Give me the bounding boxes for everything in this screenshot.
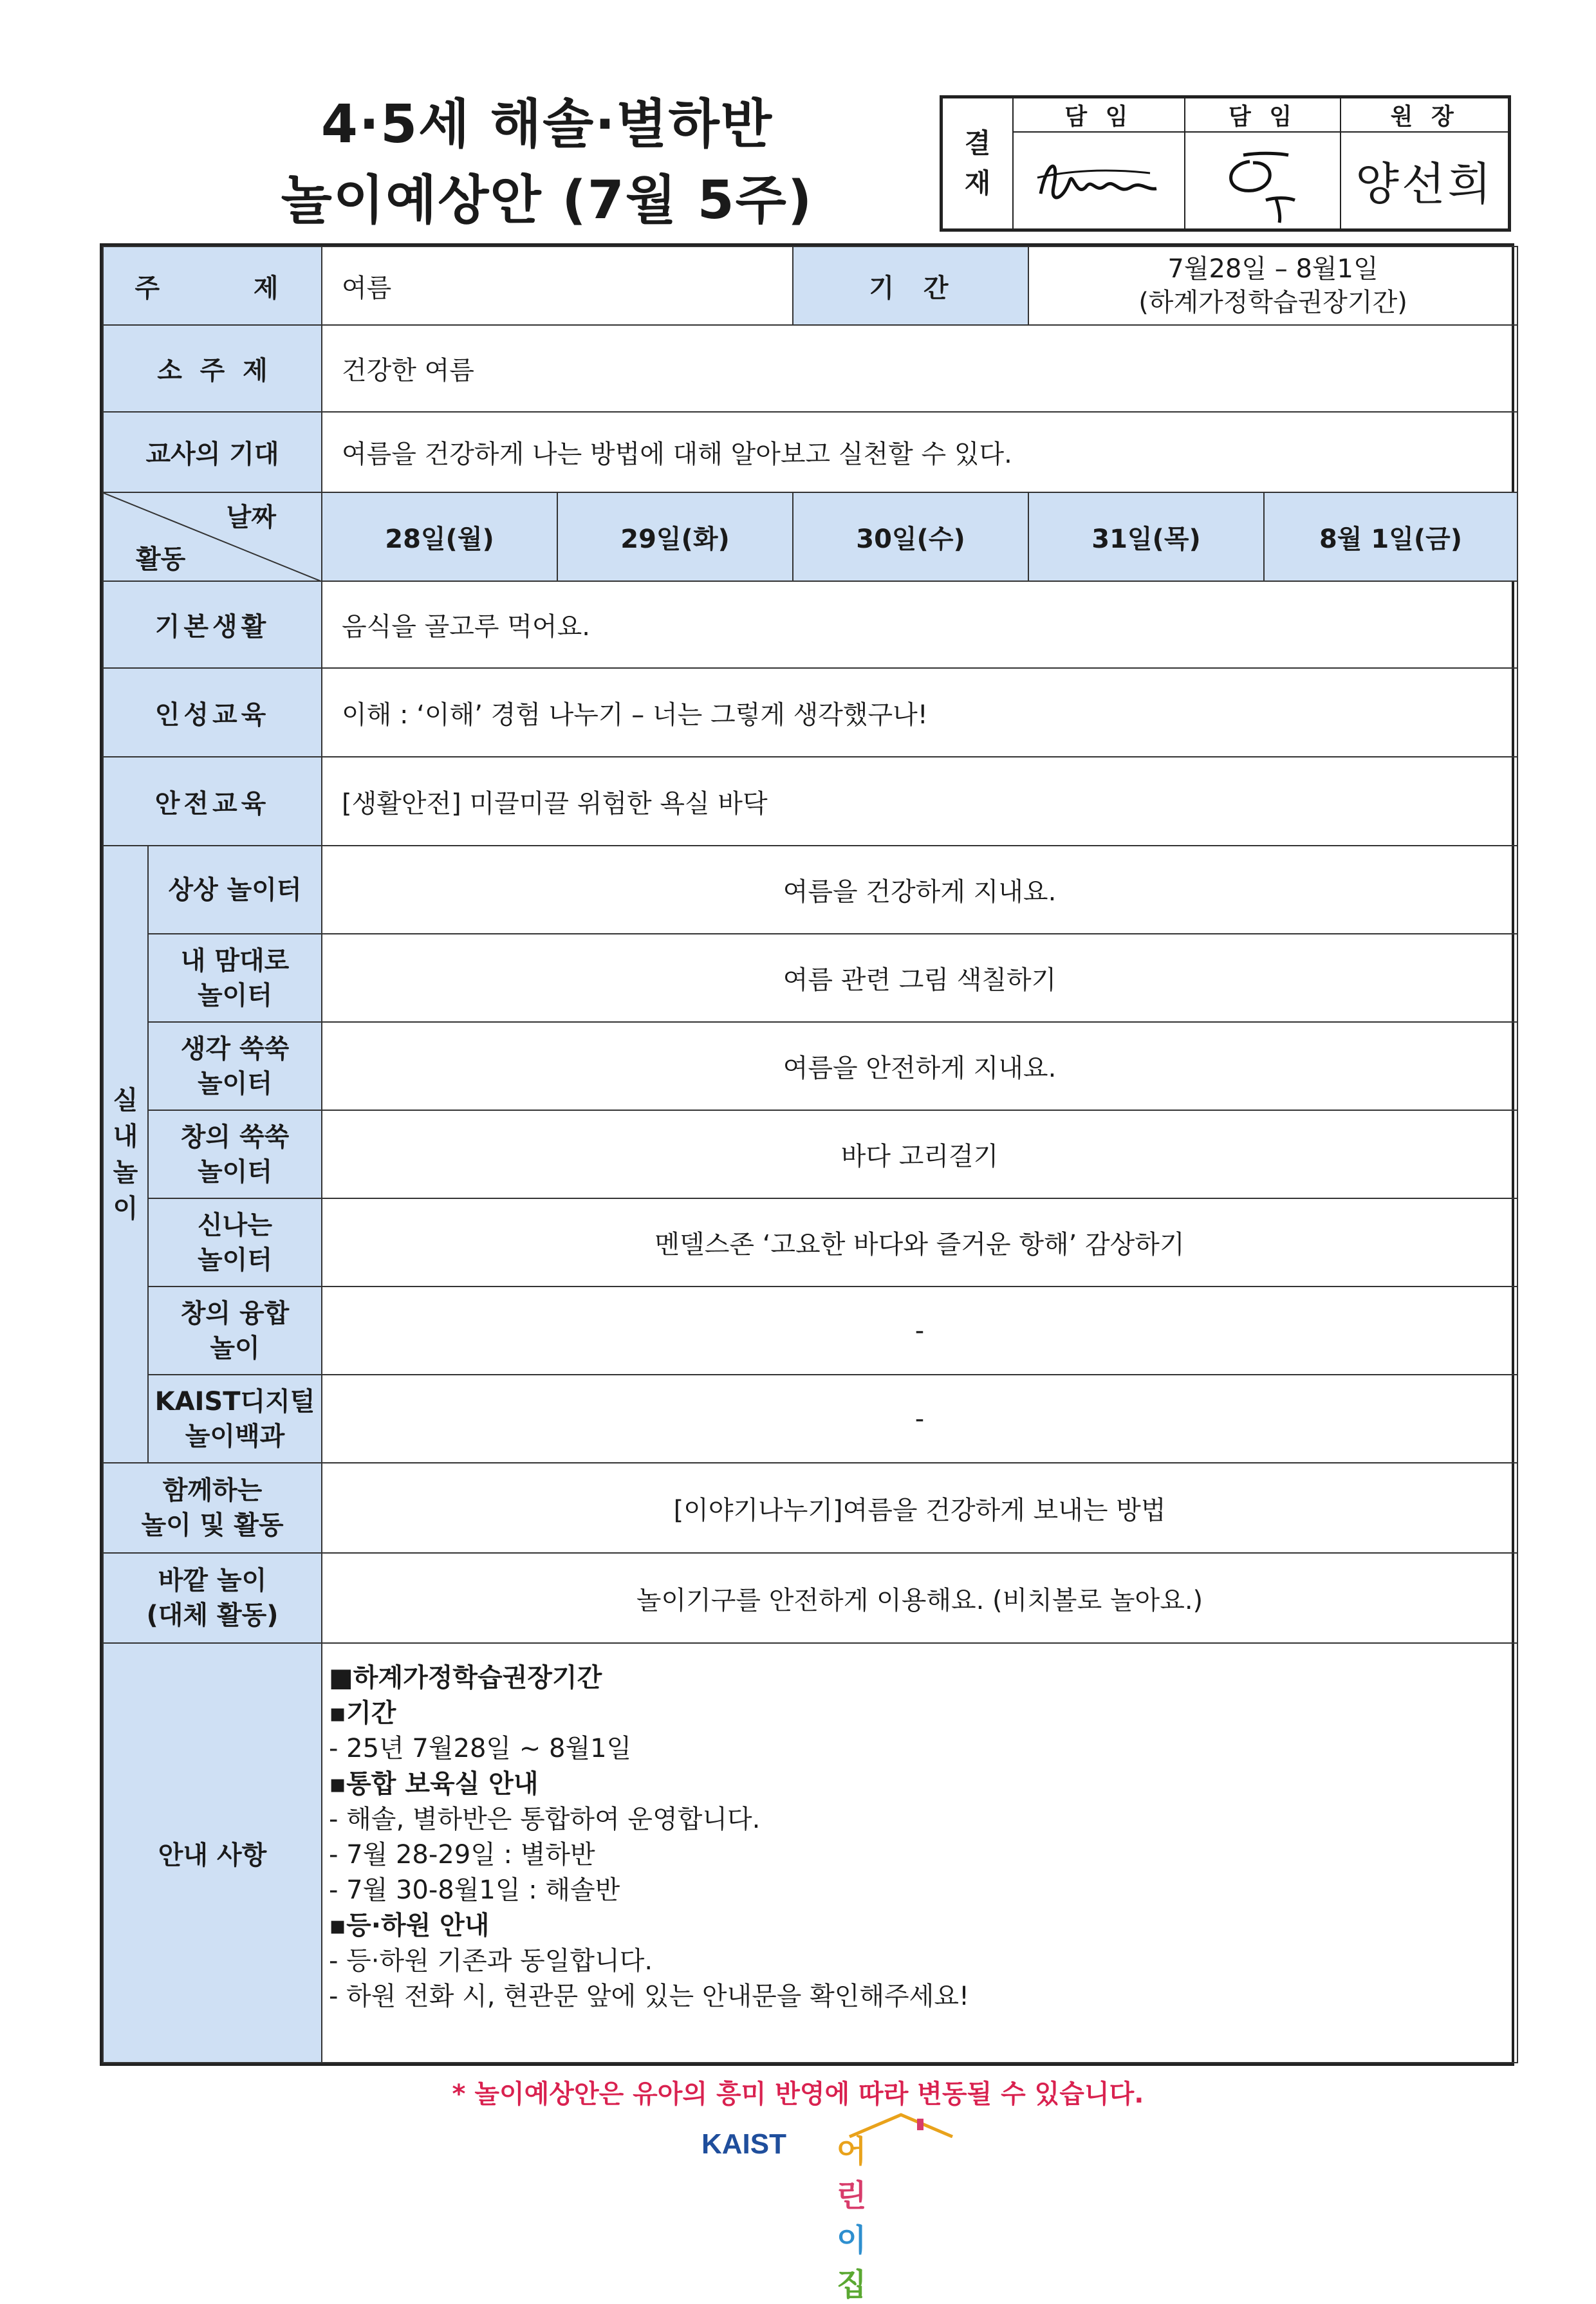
row-safety-education bbox=[103, 757, 1517, 846]
day-header-mon: 28일(월) bbox=[322, 492, 557, 581]
logo-char: 린 bbox=[837, 2178, 867, 2214]
day-header-wed: 30일(수) bbox=[793, 492, 1028, 581]
indoor-row bbox=[103, 1375, 1517, 1463]
row-outdoor bbox=[103, 1553, 1517, 1643]
day-activity-corner bbox=[103, 492, 322, 581]
notice-line: - 해솔, 별하반은 통합하여 운영합니다. bbox=[329, 1805, 761, 1834]
title-line-2: 놀이예상안 (7월 5주) bbox=[281, 170, 813, 231]
row-subsubject bbox=[103, 325, 1517, 412]
indoor-item-value: 여름을 건강하게 지내요. bbox=[322, 846, 1517, 934]
approval-header-principal: 원 장 bbox=[1341, 98, 1508, 132]
title-line-1: 4·5세 해솔·별하반 bbox=[320, 94, 774, 155]
page-title bbox=[193, 87, 901, 239]
logo-char: 이 bbox=[837, 2222, 867, 2258]
indoor-item-label: KAIST디지털 놀이백과 bbox=[148, 1375, 322, 1463]
notice-line: ▪등·하원 안내 bbox=[329, 1911, 490, 1940]
expectation-label: 교사의 기대 bbox=[103, 412, 322, 492]
indoor-row bbox=[103, 1022, 1517, 1110]
footer-note: * 놀이예상안은 유아의 흥미 반영에 따라 변동될 수 있습니다. bbox=[452, 2079, 1144, 2109]
row-days bbox=[103, 492, 1517, 581]
subsubject-label: 소 주 제 bbox=[103, 325, 322, 412]
notice-line: ■하계가정학습권장기간 bbox=[329, 1663, 602, 1693]
notice-body bbox=[322, 1643, 1517, 2063]
notice-line: - 25년 7월28일 ~ 8월1일 bbox=[329, 1734, 632, 1763]
corner-date-label: 날짜 bbox=[226, 503, 277, 532]
notice-line: - 하원 전화 시, 현관문 앞에 있는 안내문을 확인해주세요! bbox=[329, 1982, 969, 2011]
together-value: [이야기나누기]여름을 건강하게 보내는 방법 bbox=[322, 1463, 1517, 1553]
approval-header-teacher-1: 담 임 bbox=[1013, 98, 1185, 132]
approval-box bbox=[940, 95, 1511, 232]
indoor-item-value: - bbox=[322, 1287, 1517, 1375]
indoor-play-label bbox=[103, 846, 148, 1463]
row-expectation bbox=[103, 412, 1517, 492]
row-character-education bbox=[103, 668, 1517, 757]
indoor-play-label-text: 실 내 놀 이 bbox=[113, 1085, 138, 1223]
day-header-thu: 31일(목) bbox=[1028, 492, 1264, 581]
row-together bbox=[103, 1463, 1517, 1553]
indoor-item-value: 멘델스존 ‘고요한 바다와 즐거운 항해’ 감상하기 bbox=[322, 1198, 1517, 1287]
notice-line: ▪기간 bbox=[329, 1698, 396, 1728]
character-education-label: 인성교육 bbox=[103, 668, 322, 757]
logo-char: 어 bbox=[837, 2133, 867, 2169]
subject-label: 주 제 bbox=[103, 246, 322, 325]
row-subject bbox=[103, 246, 1517, 325]
signature-teacher-2 bbox=[1185, 132, 1341, 229]
indoor-item-value: 여름 관련 그림 색칠하기 bbox=[322, 934, 1517, 1022]
indoor-item-label: 상상 놀이터 bbox=[148, 846, 322, 934]
indoor-item-value: - bbox=[322, 1375, 1517, 1463]
day-header-fri: 8월 1일(금) bbox=[1264, 492, 1517, 581]
notice-line: - 7월 30-8월1일 : 해솔반 bbox=[329, 1875, 620, 1905]
signature-principal bbox=[1341, 132, 1508, 229]
indoor-row bbox=[103, 1198, 1517, 1287]
row-basic-life bbox=[103, 581, 1517, 668]
subsubject-value: 건강한 여름 bbox=[322, 325, 1517, 412]
approval-label-text: 결 재 bbox=[964, 127, 991, 199]
indoor-item-value: 바다 고리걸기 bbox=[322, 1110, 1517, 1198]
notice-line: - 7월 28-29일 : 별하반 bbox=[329, 1840, 595, 1870]
approval-label bbox=[942, 98, 1013, 229]
indoor-item-label: 창의 쑥쑥 놀이터 bbox=[148, 1110, 322, 1198]
signature-principal-text: 양선희 bbox=[1355, 158, 1494, 210]
signature-2-icon bbox=[1198, 136, 1327, 226]
logo-char: 집 bbox=[837, 2267, 867, 2303]
outdoor-value: 놀이기구를 안전하게 이용해요. (비치볼로 놀아요.) bbox=[322, 1553, 1517, 1643]
basic-life-label: 기본생활 bbox=[103, 581, 322, 668]
expectation-value: 여름을 건강하게 나는 방법에 대해 알아보고 실천할 수 있다. bbox=[322, 412, 1517, 492]
indoor-row bbox=[103, 846, 1517, 934]
plan-table bbox=[100, 243, 1514, 2066]
approval-header-teacher-2: 담 임 bbox=[1185, 98, 1341, 132]
indoor-item-label: 내 맘대로 놀이터 bbox=[148, 934, 322, 1022]
period-label: 기 간 bbox=[793, 246, 1028, 325]
subject-value: 여름 bbox=[322, 246, 793, 325]
safety-education-value: [생활안전] 미끌미끌 위험한 욕실 바닥 bbox=[322, 757, 1517, 846]
corner-activity-label: 활동 bbox=[136, 544, 186, 574]
signature-1-icon bbox=[1028, 142, 1169, 219]
indoor-row bbox=[103, 1287, 1517, 1375]
character-education-value: 이해 : ‘이해’ 경험 나누기 – 너는 그렇게 생각했구나! bbox=[322, 668, 1517, 757]
day-header-tue: 29일(화) bbox=[557, 492, 793, 581]
notice-label: 안내 사항 bbox=[103, 1643, 322, 2063]
outdoor-label: 바깥 놀이 (대체 활동) bbox=[103, 1553, 322, 1643]
indoor-item-label: 창의 융합 놀이 bbox=[148, 1287, 322, 1375]
safety-education-label: 안전교육 bbox=[103, 757, 322, 846]
logo-kaist-text: KAIST bbox=[701, 2128, 786, 2160]
indoor-item-label: 신나는 놀이터 bbox=[148, 1198, 322, 1287]
notice-line: - 등·하원 기존과 동일합니다. bbox=[329, 1946, 653, 1976]
row-notice bbox=[103, 1643, 1517, 2063]
indoor-item-value: 여름을 안전하게 지내요. bbox=[322, 1022, 1517, 1110]
logo-kindergarten-text bbox=[837, 2126, 866, 2304]
period-line-1: 7월28일 – 8월1일 bbox=[1167, 254, 1378, 284]
indoor-row bbox=[103, 934, 1517, 1022]
basic-life-value: 음식을 골고루 먹어요. bbox=[322, 581, 1517, 668]
period-line-2: (하계가정학습권장기간) bbox=[1138, 288, 1407, 317]
signature-teacher-1 bbox=[1013, 132, 1185, 229]
notice-line: ▪통합 보육실 안내 bbox=[329, 1769, 539, 1799]
together-label: 함께하는 놀이 및 활동 bbox=[103, 1463, 322, 1553]
indoor-row bbox=[103, 1110, 1517, 1198]
period-value bbox=[1028, 246, 1517, 325]
indoor-item-label: 생각 쑥쑥 놀이터 bbox=[148, 1022, 322, 1110]
